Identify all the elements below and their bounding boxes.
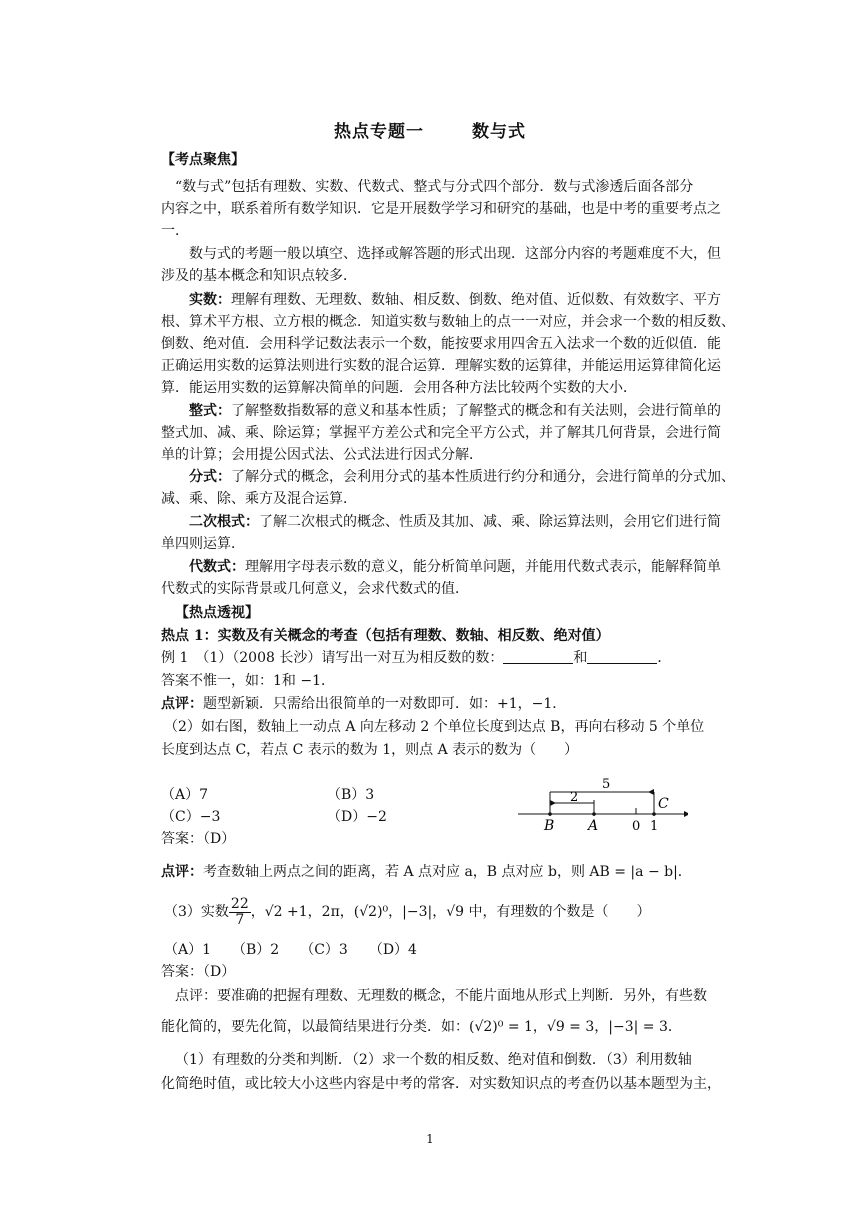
term-text: 理解用字母表示数的意义，能分析简单问题，并能用代数式表示，能解释简单: [245, 559, 721, 575]
question-line: [164, 896, 704, 928]
paragraph-line: 数与式的考题一般以填空、选择或解答题的形式出现．这部分内容的考题难度不大，但: [189, 246, 721, 262]
fraction-numerator: 22: [230, 895, 249, 912]
label-c: C: [658, 796, 669, 812]
answer-line: 答案：（D）: [161, 964, 236, 980]
label-zero: 0: [632, 819, 641, 834]
paragraph-line: 内容之中，联系着所有数学知识．它是开展数学学习和研究的基础，也是中考的重要考点之: [161, 201, 721, 217]
question-text: （3）实数: [164, 904, 229, 920]
paragraph-line: [189, 467, 735, 487]
paragraph-line: 单的计算；会用提公因式法、公式法进行因式分解．: [161, 447, 483, 463]
term-text: 了解分式的概念，会利用分式的基本性质进行约分和通分，会进行简单的分式加、: [231, 469, 735, 485]
hotspot-heading: 热点 1：实数及有关概念的考查（包括有理数、数轴、相反数、绝对值）: [161, 628, 610, 644]
paragraph-line: 涉及的基本概念和知识点较多．: [161, 268, 357, 284]
question-line: （2）如右图，数轴上一动点 A 向左移动 2 个单位长度到达点 B，再向右移动 5 个单位: [164, 719, 705, 735]
fraction: [229, 897, 251, 928]
paragraph-line: 化简绝时值，或比较大小这些内容是中考的常客．对实数知识点的考查仍以基本题型为主，: [161, 1076, 721, 1092]
term-text: 理解有理数、无理数、数轴、相反数、倒数、绝对值、近似数、有效数字、平方: [231, 292, 721, 308]
paragraph-line: [189, 512, 729, 532]
term-label-real: 实数：: [189, 292, 231, 308]
page-number: 1: [426, 1132, 434, 1146]
comment-line: 能化简的，要先化简，以最简结果进行分类．如：(√2)⁰ = 1，√9 = 3，|−3| = 3．: [161, 1019, 682, 1035]
comment-line: [161, 862, 701, 882]
term-label-fraction: 分式：: [189, 469, 231, 485]
term-label-polynomial: 整式：: [189, 403, 231, 419]
answer-blank: [587, 649, 657, 664]
page-title: [0, 117, 860, 142]
option-a: （A）7: [161, 787, 209, 803]
answer-line: 答案：（D）: [161, 831, 236, 847]
paragraph-line: [189, 557, 729, 577]
paragraph-line: [189, 401, 729, 421]
question-line: 长度到达点 C，若点 C 表示的数为 1，则点 A 表示的数为（ ）: [161, 742, 579, 758]
option-d: （D）−2: [327, 809, 387, 825]
paragraph-line: （1）有理数的分类和判断．（2）求一个数的相反数、绝对值和倒数．（3）利用数轴: [175, 1052, 692, 1068]
term-text: 了解整数指数幂的意义和基本性质；了解整式的概念和有关法则，会进行简单的: [231, 403, 721, 419]
paragraph-line: 倒数、绝对值．会用科学记数法表示一个数，能按要求用四舍五入法求一个数的近似值．能: [161, 336, 721, 352]
paragraph-line: [189, 290, 729, 310]
section-heading-focus: 【考点聚焦】: [161, 152, 245, 168]
comment-label: 点评：: [161, 696, 203, 712]
term-text: 了解二次根式的概念、性质及其加、减、乘、除运算法则，会用它们进行简: [259, 514, 721, 530]
label-b: B: [544, 818, 555, 834]
number-line-diagram: [518, 772, 688, 836]
term-label-radical: 二次根式：: [189, 514, 259, 530]
options-line: （A）1 （B）2 （C）3 （D）4: [164, 942, 417, 958]
comment-line: [161, 694, 701, 714]
question-text: ．: [657, 650, 672, 666]
option-c: （C）−3: [161, 809, 221, 825]
paragraph-line: 减、乘、除、乘方及混合运算．: [161, 491, 357, 507]
paragraph-line: 代数式的实际背景或几何意义，会求代数式的值．: [161, 581, 469, 597]
comment-text: 题型新颖．只需给出很简单的一对数即可．如：+1，−1．: [203, 696, 567, 712]
paragraph-line: 单四则运算．: [161, 536, 245, 552]
label-5: 5: [602, 777, 611, 792]
paragraph-line: 正确运用实数的运算法则进行实数的混合运算．理解实数的运算律，并能运用运算律简化运: [161, 358, 721, 374]
section-heading-hotspot: 【热点透视】: [175, 605, 259, 621]
option-b: （B）3: [327, 787, 375, 803]
label-a: A: [588, 818, 599, 834]
example-question: [161, 648, 701, 668]
label-2: 2: [570, 790, 579, 805]
comment-label: 点评：: [161, 864, 203, 880]
fraction-denominator: 7: [235, 911, 245, 928]
title-part2: 数与式: [472, 122, 526, 142]
comment-text: 考查数轴上两点之间的距离，若 A 点对应 a，B 点对应 b，则 AB = |a − b|．: [203, 864, 692, 880]
question-text: 例 1 （1）（2008 长沙）请写出一对互为相反数的数：: [161, 650, 504, 666]
paragraph-line: 整式加、减、乘、除运算；掌握平方差公式和完全平方公式，并了解其几何背景，会进行简: [161, 425, 721, 441]
answer-line: 答案不惟一，如：1和 −1．: [161, 673, 335, 689]
term-label-algebraic: 代数式：: [189, 559, 245, 575]
answer-blank: [503, 649, 573, 664]
title-part1: 热点专题一: [334, 122, 424, 142]
comment-line: 点评：要准确的把握有理数、无理数的概念，不能片面地从形式上判断．另外，有些数: [175, 988, 707, 1004]
question-text: ，√2 +1，2π，(√2)⁰，|−3|，√9 中，有理数的个数是（ ）: [250, 904, 651, 920]
paragraph-line: 根、算术平方根、立方根的概念．知道实数与数轴上的点一一对应，并会求一个数的相反数、: [161, 314, 735, 330]
question-text: 和: [573, 650, 588, 666]
paragraph-line: 一．: [161, 223, 189, 239]
paragraph-line: 算．能运用实数的运算解决简单的问题．会用各种方法比较两个实数的大小．: [161, 380, 637, 396]
label-one: 1: [650, 819, 659, 834]
paragraph-line: “数与式”包括有理数、实数、代数式、整式与分式四个部分．数与式渗透后面各部分: [175, 179, 694, 195]
